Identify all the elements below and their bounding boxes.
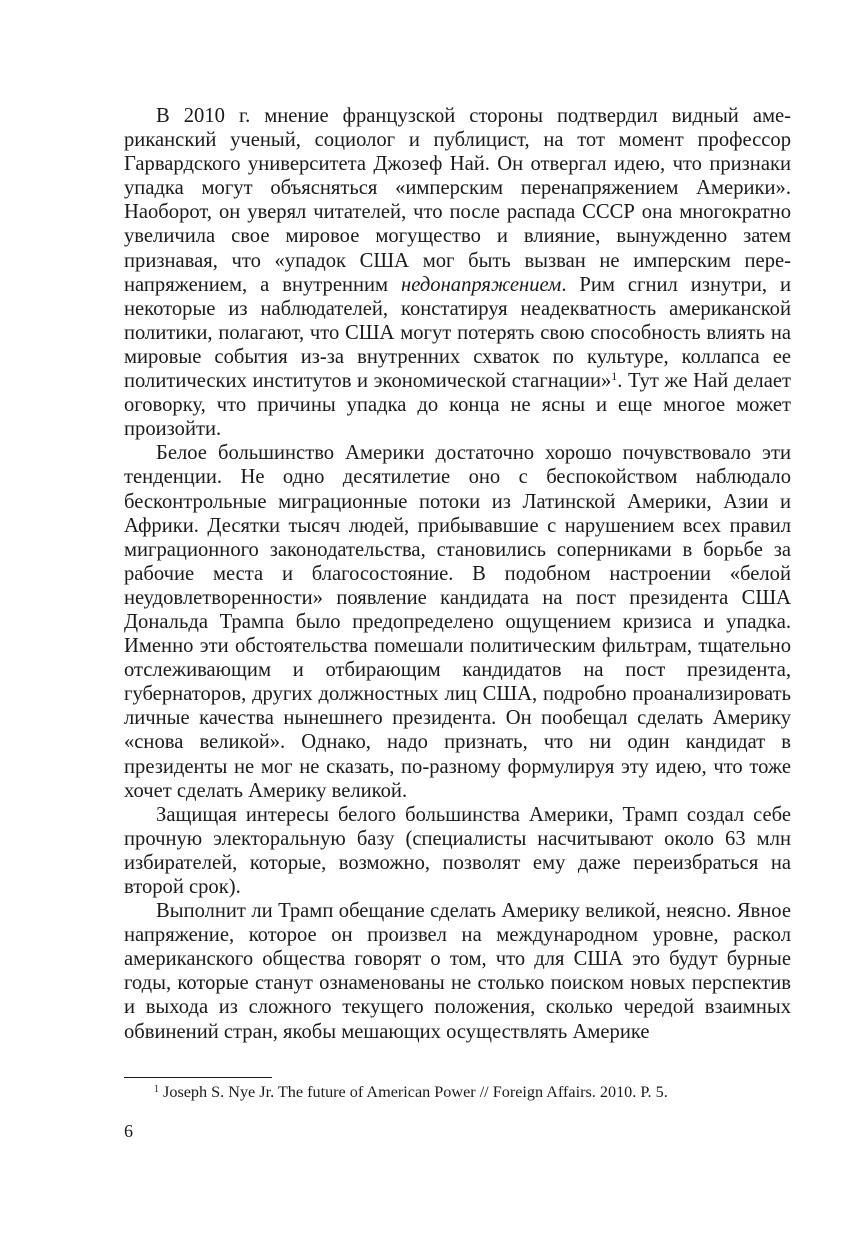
footnote [154,1082,668,1102]
paragraph-3: Защищая интересы белого большинства Америки, Трамп создал себе прочную электоральную базу (специалисты насчитывают около 63 млн избирателей, которые, возможно, позволят ему даже переизбраться на второй срок). [124,803,791,898]
footnote-text: Joseph S. Nye Jr. The future of American Power // Foreign Affairs. 2010. P. 5. [163,1083,668,1101]
paragraph-1-italic-term: недонапряжением [401,273,562,296]
footnote-divider [124,1077,272,1078]
footnote-reference[interactable]: 1 [611,369,618,384]
footnote-number: 1 [154,1084,159,1095]
paragraph-1-text-end: . Тут же Най делает оговорку, что причины упадка до конца не ясны и еще многое может произойти. [124,370,791,441]
paragraph-1-text-middle: . Рим сгнил изнутри, и некоторые из наблюдателей, констатируя неадекватность американской политики, полагают, что США могут потерять свою способность влиять на мировые события из-за внутренних схваток по культуре, коллапса ее политических институтов и экономической стагнации» [124,273,791,393]
paragraph-2: Белое большинство Америки достаточно хорошо почувствовало эти тенденции. Не одно десятилетие оно с беспокойством наблюдало бесконтрольные миграционные потоки из Латинской Америки, Азии и Африки. Десятки тысяч людей, прибывавшие с нарушением всех правил миграционного законодательства, становились соперниками в борьбе за рабочие места и благосостояние. В подобном настроении «белой неудовлетворенности» появление кандидата на пост президента США Дональда Трампа было предопределено ощущением кризиса и упадка. Именно эти обстоятельства помешали политическим фильтрам, тщательно отслеживающим и отбирающим кандидатов на пост президента, губернаторов, других должностных лиц США, подробно проанализировать личные качества нынешнего президента. Он пообещал сделать Америку «снова великой». Однако, надо признать, что ни один кандидат в президенты не мог не сказать, по-разному формулируя эту идею, что тоже хочет сделать Америку великой. [124,442,791,802]
page-body [124,104,791,1044]
paragraph-1 [124,104,791,441]
paragraph-1-text-start: В 2010 г. мнение французской стороны подтвердил видный американский ученый, социолог и публицист, на тот момент профессор Гарвардского университета Джозеф Най. Он отвергал идею, что признаки упадка могут объясняться «имперским перенапряжением Америки». Наоборот, он уверял читателей, что после распада СССР она многократно увеличила свое мировое могущество и влияние, вынужденно затем признавая, что «упадок США мог быть вызван не имперским перенапряжением, а внутренним [124,105,791,296]
paragraph-4: Выполнит ли Трамп обещание сделать Америку великой, неясно. Явное напряжение, которое он произвел на международном уровне, раскол американского общества говорят о том, что для США это будут бурные годы, которые станут ознаменованы не столько поиском новых перспектив и выхода из сложного текущего положения, сколько чередой взаимных обвинений стран, якобы мешающих осуществлять Америке [124,900,791,1043]
page-number: 6 [124,1121,133,1141]
